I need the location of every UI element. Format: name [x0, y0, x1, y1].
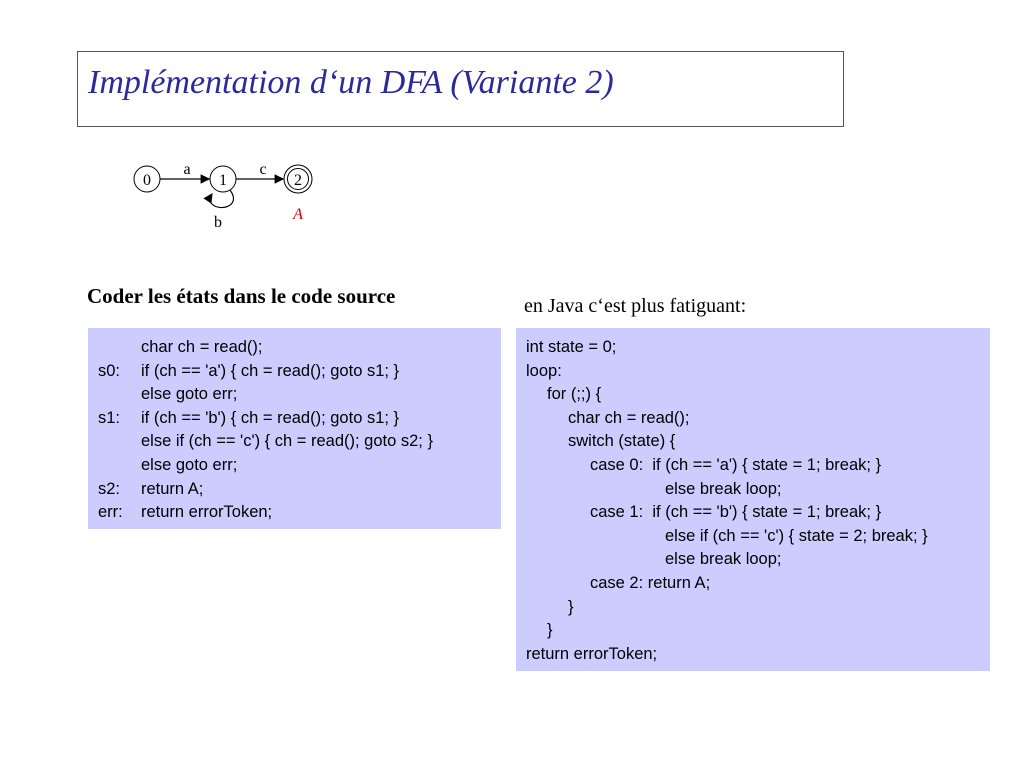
state-2 [284, 165, 312, 193]
java-note: en Java c‘est plus fatiguant: [524, 295, 747, 317]
code-line: int state = 0; [526, 338, 617, 356]
slide-title: Implémentation d‘un DFA (Variante 2) [88, 64, 614, 101]
state-2-label: 2 [294, 172, 302, 189]
edge-0-1-label: a [183, 161, 191, 178]
code-line: switch (state) { [568, 432, 676, 451]
title-box [77, 51, 844, 127]
code-line: for (;;) { [547, 385, 602, 404]
code-line: char ch = read(); [568, 408, 690, 427]
code-line: } [568, 597, 574, 616]
code-line: else goto err; [141, 455, 238, 474]
code-line: else break loop; [665, 479, 782, 498]
code-line: s1: if (ch == 'b') { ch = read(); goto s1; } [98, 408, 400, 427]
edge-1-2-label: c [259, 161, 267, 178]
section-heading: Coder les états dans le code source [87, 284, 396, 308]
code-line: else goto err; [141, 385, 238, 404]
edge-1-1-label: b [214, 214, 222, 231]
code-line: else if (ch == 'c') { state = 2; break; } [665, 526, 928, 545]
state-0 [134, 166, 160, 192]
code-line: err: return errorToken; [98, 503, 273, 522]
state-1-label: 1 [219, 172, 227, 189]
code-block-right [516, 328, 990, 671]
edge-1-1-loop [210, 190, 234, 208]
code-line: } [547, 621, 553, 640]
accept-label: A [293, 206, 303, 223]
code-line: s0: if (ch == 'a') { ch = read(); goto s1; } [98, 361, 400, 380]
code-line: else if (ch == 'c') { ch = read(); goto s2; } [141, 432, 433, 451]
code-block-left [88, 328, 501, 529]
code-line: case 2: return A; [590, 573, 711, 592]
code-line: return errorToken; [526, 644, 658, 663]
code-line: loop: [526, 361, 562, 380]
state-0-label: 0 [143, 172, 151, 189]
code-line: case 0: if (ch == 'a') { state = 1; break; } [590, 455, 882, 474]
code-line: case 1: if (ch == 'b') { state = 1; break; } [590, 503, 882, 522]
dfa-diagram [120, 150, 340, 240]
code-line: char ch = read(); [141, 338, 263, 356]
code-line: else break loop; [665, 550, 782, 569]
state-1 [210, 166, 236, 192]
code-line: s2: return A; [98, 479, 204, 498]
